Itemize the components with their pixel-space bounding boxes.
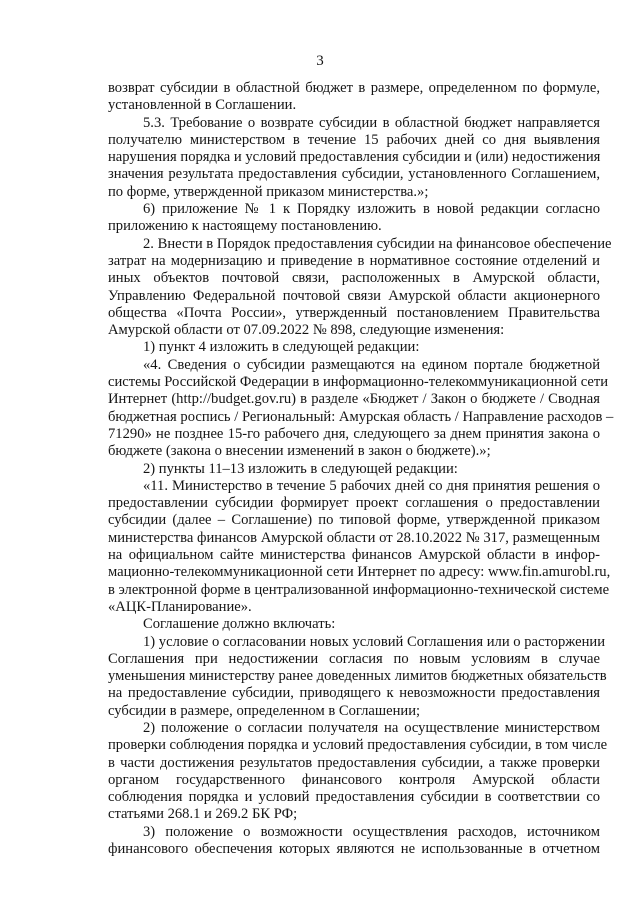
text-line: в электронной форме в централизованной информационно-технической системе bbox=[108, 581, 610, 598]
text-line: 1) условие о согласовании новых условий Соглашения или о расторжении bbox=[143, 633, 606, 650]
text-line: нарушения порядка и условий предоставления субсидии и (или) недостижения bbox=[108, 149, 601, 166]
paragraph bbox=[108, 115, 600, 201]
text-line: 2) пункты 11–13 изложить в следующей редакции: bbox=[143, 460, 458, 477]
text-line: субсидии в размере, определенном в Соглашении; bbox=[108, 702, 421, 719]
paragraph bbox=[108, 461, 600, 478]
text-line: бюджете (закона о внесении изменений в закон о бюджете).»; bbox=[108, 443, 491, 460]
text-line: на официальном сайте министерства финансов Амурской области в инфор- bbox=[108, 547, 600, 564]
text-line: значения результата предоставления субсидии, установленного Соглашением, bbox=[108, 166, 600, 183]
text-line: 1) пункт 4 изложить в следующей редакции: bbox=[143, 339, 420, 356]
text-line: министерства финансов Амурской области от 28.10.2022 № 317, размещенным bbox=[108, 529, 600, 546]
text-line: проверки соблюдения порядка и условий предоставления субсидии, в том числе bbox=[108, 737, 608, 754]
text-line: 6) приложение № 1 к Порядку изложить в новой редакции согласно bbox=[143, 201, 600, 218]
text-line: по форме, утвержденной приказом министерства.»; bbox=[108, 183, 429, 200]
text-line: Соглашение должно включать: bbox=[143, 616, 336, 633]
text-line: «АЦК-Планирование». bbox=[108, 598, 252, 615]
text-line: в части достижения результатов предоставления субсидии, а также проверки bbox=[108, 754, 600, 771]
text-line: Амурской области от 07.09.2022 № 898, следующие изменения: bbox=[108, 322, 505, 339]
paragraph bbox=[108, 235, 612, 340]
text-line: иных объектов почтовой связи, расположенных в Амурской области, bbox=[108, 270, 600, 287]
text-line: 71290» не позднее 15-го рабочего дня, следующего за днем принятия закона о bbox=[108, 425, 600, 442]
paragraph bbox=[108, 201, 600, 236]
text-line: затрат на модернизацию и приведение в нормативное состояние отделений и bbox=[108, 252, 600, 269]
text-line: «11. Министерство в течение 5 рабочих дней со дня принятия решения о bbox=[143, 477, 600, 494]
document-body bbox=[108, 80, 614, 858]
text-line: 5.3. Требование о возврате субсидии в областной бюджет направляется bbox=[143, 114, 600, 131]
text-line: установленной в Соглашении. bbox=[108, 97, 297, 114]
text-line: органом государственного финансового контроля Амурской области bbox=[108, 771, 600, 788]
page-number: 3 bbox=[316, 53, 324, 69]
paragraph bbox=[108, 477, 611, 616]
text-line: 2) положение о согласии получателя на осуществление министерством bbox=[143, 719, 600, 736]
paragraph bbox=[108, 339, 600, 356]
paragraph bbox=[108, 616, 600, 633]
paragraph bbox=[108, 633, 607, 720]
text-line: системы Российской Федерации в информационно-телекоммуникационной сети bbox=[108, 374, 609, 391]
text-line: Соглашения при недостижении согласия по новым условиям в случае bbox=[108, 650, 600, 667]
text-line: уменьшения министерству ранее доведенных лимитов бюджетных обязательств bbox=[108, 668, 607, 685]
text-line: субсидии (далее – Соглашение) по типовой форме, утвержденной приказом bbox=[108, 512, 600, 529]
text-line: предоставлении субсидии формирует проект соглашения о предоставлении bbox=[108, 495, 600, 512]
text-line: 2. Внести в Порядок предоставления субсидии на финансовое обеспечение bbox=[143, 235, 612, 252]
paragraph bbox=[108, 719, 608, 824]
text-line: статьями 268.1 и 269.2 БК РФ; bbox=[108, 806, 298, 823]
text-line: мационно-телекоммуникационной сети Интернет по адресу: www.fin.amurobl.ru, bbox=[108, 564, 611, 581]
paragraph bbox=[108, 80, 600, 115]
text-line: бюджетная роспись / Региональный: Амурская область / Направление расходов – bbox=[108, 408, 614, 425]
paragraph bbox=[108, 356, 614, 461]
paragraph bbox=[108, 824, 600, 859]
text-line: соблюдения порядка и условий предоставления субсидии в соответствии со bbox=[108, 789, 600, 806]
text-line: Управлению Федеральной почтовой связи Амурской области акционерного bbox=[108, 287, 600, 304]
text-line: Интернет (http://budget.gov.ru) в разделе «Бюджет / Закон о бюджете / Сводная bbox=[108, 391, 600, 408]
text-line: приложению к настоящему постановлению. bbox=[108, 218, 382, 235]
text-line: общества «Почта России», утвержденный постановлением Правительства bbox=[108, 304, 600, 321]
text-line: финансового обеспечения которых являются не использованные в отчетном bbox=[108, 841, 600, 858]
text-line: получателю министерством в течение 15 рабочих дней со дня выявления bbox=[108, 131, 600, 148]
text-line: на предоставление субсидии, приводящего к невозможности предоставления bbox=[108, 685, 600, 702]
text-line: возврат субсидии в областной бюджет в размере, определенном по формуле, bbox=[108, 80, 600, 96]
text-line: 3) положение о возможности осуществления расходов, источником bbox=[143, 823, 600, 840]
text-line: «4. Сведения о субсидии размещаются на едином портале бюджетной bbox=[143, 356, 600, 373]
